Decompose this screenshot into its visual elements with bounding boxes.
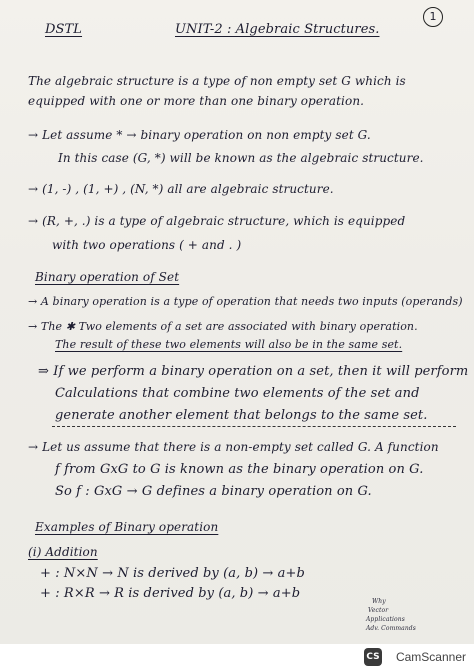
intro-line-2: equipped with one or more than one binary operation.: [28, 94, 365, 108]
binary-line-5: Calculations that combine two elements of the set and: [55, 386, 420, 401]
binary-line-7: → Let us assume that there is a non-empty set called G. A function: [28, 440, 439, 454]
example-line-2: + : R×R → R is derived by (a, b) → a+b: [40, 586, 301, 601]
intro-line-1: The algebraic structure is a type of non empty set G which is: [28, 74, 406, 88]
dotted-underline: [52, 426, 456, 427]
example-addition-label: (i) Addition: [28, 545, 98, 559]
margin-note-2: Vector: [368, 607, 389, 614]
margin-note-4: Adv. Commands: [366, 625, 416, 632]
intro-line-7: with two operations ( + and . ): [52, 238, 242, 252]
binary-line-8: f from GxG to G is known as the binary operation on G.: [55, 462, 424, 477]
binary-line-9: So f : GxG → G defines a binary operation on G.: [55, 484, 372, 499]
page-number: 1: [423, 7, 443, 27]
camscanner-logo: CS: [364, 648, 382, 666]
examples-heading: Examples of Binary operation: [35, 520, 219, 534]
camscanner-footer: [0, 644, 474, 670]
binary-line-3: The result of these two elements will also be in the same set.: [55, 338, 403, 351]
example-line-1: + : N×N → N is derived by (a, b) → a+b: [40, 566, 305, 581]
binary-heading: Binary operation of Set: [35, 270, 180, 284]
subject-title: DSTL: [45, 22, 83, 37]
binary-line-4: ⇒ If we perform a binary operation on a set, then it will perform: [38, 364, 469, 379]
intro-line-4: In this case (G, *) will be known as the algebraic structure.: [58, 151, 424, 165]
margin-note-1: Why: [372, 598, 386, 605]
unit-title: UNIT-2 : Algebraic Structures.: [175, 22, 380, 37]
intro-line-6: → (R, +, .) is a type of algebraic structure, which is equipped: [28, 214, 406, 228]
intro-line-5: → (1, -) , (1, +) , (N, *) all are algebraic structure.: [28, 182, 334, 196]
camscanner-brand: CamScanner: [395, 650, 466, 664]
margin-note-3: Applications: [366, 616, 405, 623]
intro-line-3: → Let assume * → binary operation on non empty set G.: [28, 128, 371, 142]
binary-line-6: generate another element that belongs to the same set.: [55, 408, 428, 423]
binary-line-2: → The ✱ Two elements of a set are associated with binary operation.: [28, 320, 418, 333]
binary-line-1: → A binary operation is a type of operation that needs two inputs (operands): [28, 295, 463, 308]
